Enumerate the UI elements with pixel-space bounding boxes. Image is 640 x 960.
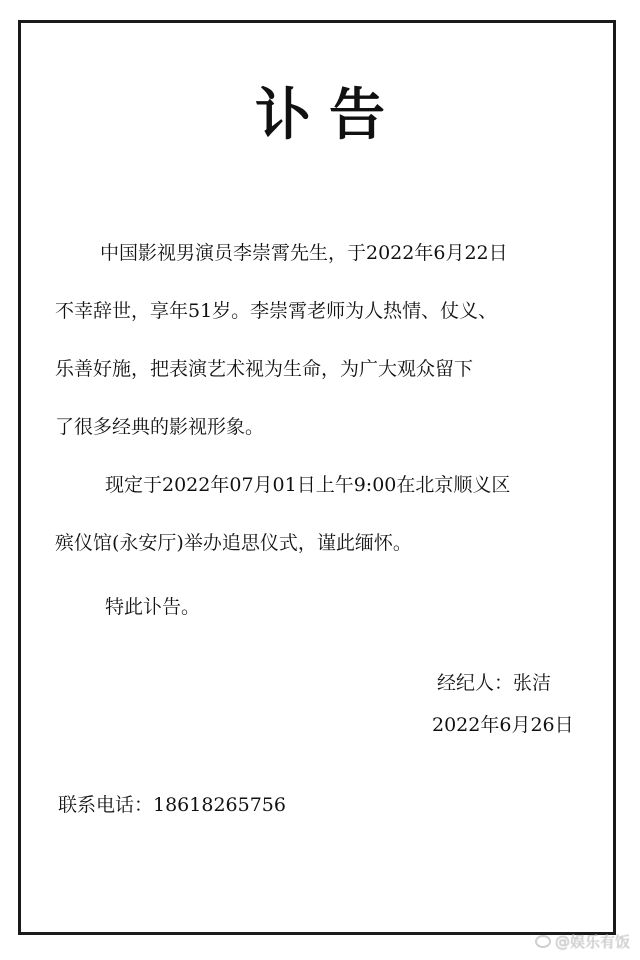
notice-date: 2022年6月26日 [432,714,574,736]
paragraph2-line-1: 现定于2022年07月01日上午9:00在北京顺义区 [105,474,511,496]
weibo-watermark [535,931,630,952]
paragraph1-line-2: 不幸辞世，享年51岁。李崇霄老师为人热情、仗义、 [55,300,498,322]
paragraph1-line-4: 了很多经典的影视形象。 [55,416,265,438]
notice-title: 讣告 [255,82,403,148]
watermark-text: @娱乐有饭 [554,933,630,951]
weibo-icon [535,935,551,948]
closing-statement: 特此讣告。 [105,596,201,618]
paragraph1-line-3: 乐善好施，把表演艺术视为生命，为广大观众留下 [55,358,474,380]
paragraph2-line-2: 殡仪馆(永安厅)举办追思仪式，谨此缅怀。 [55,532,412,554]
contact-phone: 联系电话：18618265756 [58,794,286,816]
paragraph1-line-1: 中国影视男演员李崇霄先生，于2022年6月22日 [100,242,508,264]
signature-agent: 经纪人：张洁 [437,672,552,694]
